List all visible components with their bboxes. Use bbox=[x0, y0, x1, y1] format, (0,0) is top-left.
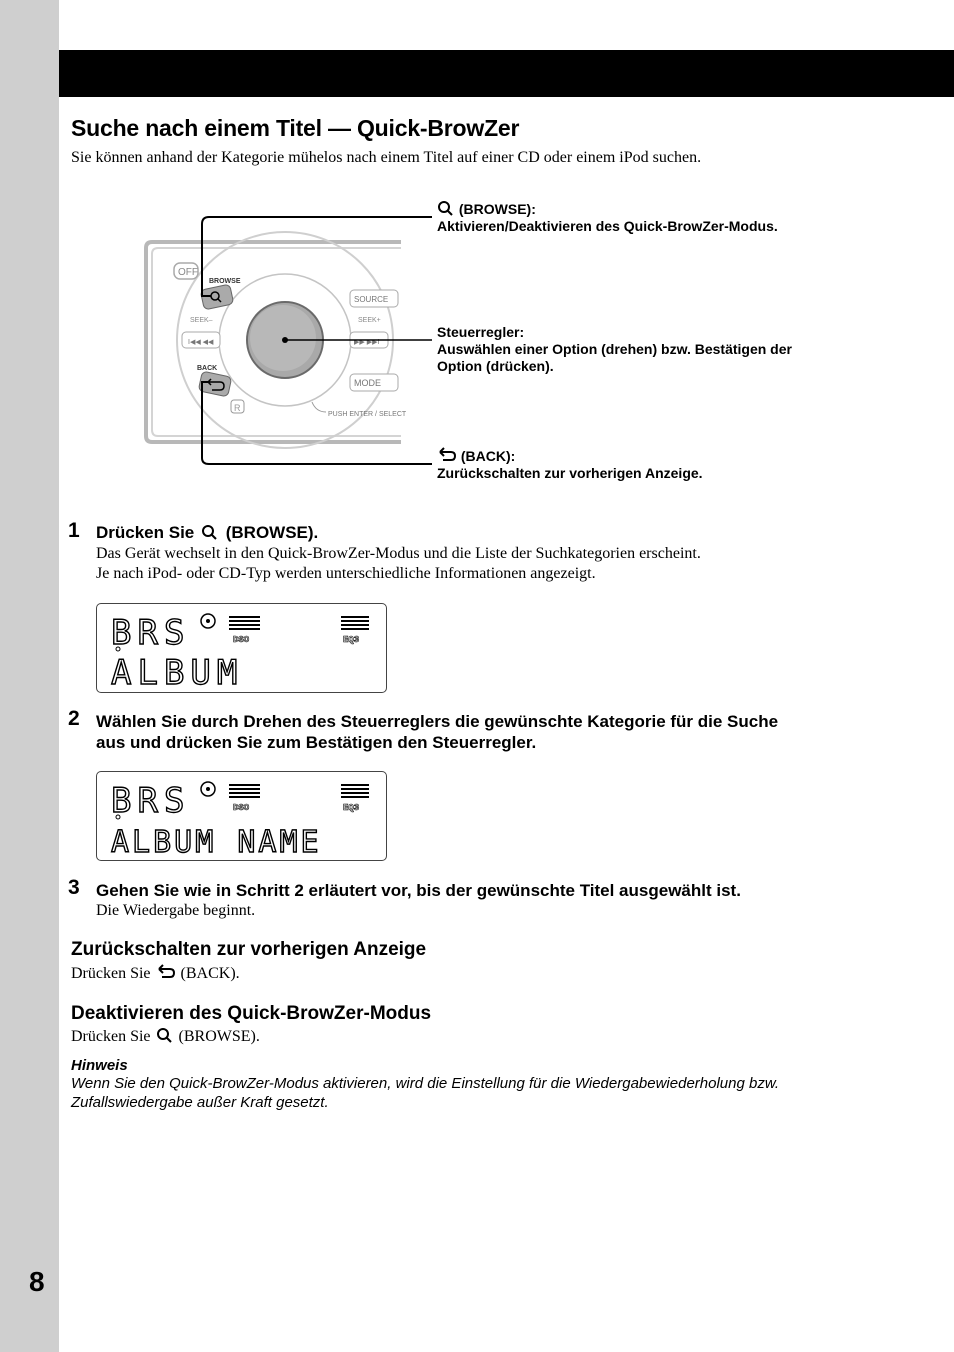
browse-label: BROWSE bbox=[209, 278, 241, 285]
step-1-head-suffix: (BROWSE). bbox=[225, 523, 319, 542]
back-label: BACK bbox=[197, 365, 218, 372]
note-title: Hinweis bbox=[71, 1057, 128, 1074]
back-icon bbox=[155, 964, 177, 980]
callout-dial-title: Steuerregler: bbox=[437, 324, 525, 340]
step-3-line-1: Die Wiedergabe beginnt. bbox=[96, 902, 256, 919]
back-leader-line bbox=[202, 382, 432, 464]
lcd-display-1 bbox=[96, 603, 387, 693]
page-number: 8 bbox=[29, 1266, 45, 1297]
note-line-1: Wenn Sie den Quick-BrowZer-Modus aktivieren, wird die Einstellung für die Wiedergabewiederholung bzw. bbox=[71, 1075, 780, 1092]
callout-back-desc: Zurückschalten zur vorherigen Anzeige. bbox=[437, 465, 703, 481]
step-3-number: 3 bbox=[68, 876, 80, 899]
mode-label: MODE bbox=[354, 378, 381, 388]
search-icon bbox=[437, 200, 455, 216]
lcd-2-dso: DSO bbox=[233, 803, 250, 813]
back-button bbox=[198, 371, 232, 397]
callout-dial-desc-2: Option (drücken). bbox=[437, 358, 554, 374]
step-1-line-1: Das Gerät wechselt in den Quick-BrowZer-Modus und die Liste der Suchkategorien erscheint. bbox=[96, 545, 701, 562]
step-1-number: 1 bbox=[68, 519, 80, 542]
r-badge-label: R bbox=[234, 403, 241, 413]
lcd-1-line-1: BRS bbox=[111, 613, 191, 653]
page-sidebar bbox=[0, 0, 59, 1352]
section-back-text bbox=[71, 964, 240, 984]
lcd-2-line-1: BRS bbox=[111, 781, 191, 821]
search-icon bbox=[199, 523, 221, 540]
intro-text: Sie können anhand der Kategorie mühelos nach einem Titel auf einer CD oder einem iPod suchen. bbox=[71, 149, 702, 166]
lcd-2-eq: EQ3 bbox=[343, 803, 360, 813]
step-3-head: Gehen Sie wie in Schritt 2 erläutert vor, bis der gewünschte Titel ausgewählt ist. bbox=[96, 881, 741, 900]
dso-bars-icon bbox=[229, 617, 260, 629]
page-title: Suche nach einem Titel — Quick-BrowZer bbox=[71, 115, 520, 141]
section-deactivate-text-suffix: (BROWSE). bbox=[178, 1028, 260, 1045]
lcd-1-line-2: ALBUM bbox=[111, 653, 244, 692]
callout-back bbox=[437, 447, 703, 482]
step-1-head-prefix: Drücken Sie bbox=[96, 523, 195, 542]
step-2-number: 2 bbox=[68, 707, 80, 730]
seek-plus-label: SEEK+ bbox=[358, 317, 381, 324]
push-enter-label: PUSH ENTER / SELECT bbox=[328, 411, 407, 418]
off-label: OFF bbox=[178, 267, 198, 278]
lcd-2-line-2: ALBUM NAME bbox=[111, 825, 322, 860]
section-deactivate-text-prefix: Drücken Sie bbox=[71, 1028, 151, 1045]
callout-browse-title: (BROWSE): bbox=[458, 201, 536, 217]
section-back-title: Zurückschalten zur vorherigen Anzeige bbox=[71, 939, 427, 960]
back-icon bbox=[437, 447, 457, 463]
section-deactivate-text bbox=[71, 1027, 260, 1047]
device-diagram bbox=[140, 190, 440, 470]
lcd-1-dso: DSO bbox=[233, 635, 250, 645]
lcd-display-2 bbox=[96, 771, 387, 861]
eq-bars-icon bbox=[341, 785, 369, 797]
search-icon bbox=[155, 1027, 175, 1043]
callout-dial bbox=[437, 324, 792, 375]
seek-minus-label: SEEK– bbox=[190, 317, 213, 324]
section-back-text-prefix: Drücken Sie bbox=[71, 965, 151, 982]
callout-dial-desc-1: Auswählen einer Option (drehen) bzw. Bestätigen der bbox=[437, 341, 792, 357]
prev-glyph: I◀◀ ◀◀ bbox=[188, 339, 214, 346]
callout-browse-desc: Aktivieren/Deaktivieren des Quick-BrowZer-Modus. bbox=[437, 218, 778, 234]
dso-bars-icon bbox=[229, 785, 260, 797]
callout-browse bbox=[437, 200, 778, 235]
next-glyph: ▶▶ ▶▶I bbox=[354, 339, 380, 346]
section-back-text-suffix: (BACK). bbox=[180, 965, 240, 982]
step-2-head-1: Wählen Sie durch Drehen des Steuerreglers die gewünschte Kategorie für die Suche bbox=[96, 712, 779, 731]
section-deactivate-title: Deaktivieren des Quick-BrowZer-Modus bbox=[71, 1003, 432, 1024]
step-1-line-2: Je nach iPod- oder CD-Typ werden unterschiedliche Informationen angezeigt. bbox=[96, 565, 596, 582]
step-2-head-2: aus und drücken Sie zum Bestätigen den Steuerregler. bbox=[96, 733, 537, 752]
step-1-head bbox=[96, 522, 318, 543]
note-line-2: Zufallswiedergabe außer Kraft gesetzt. bbox=[71, 1094, 329, 1111]
eq-bars-icon bbox=[341, 617, 369, 629]
header-bar bbox=[59, 50, 954, 97]
source-label: SOURCE bbox=[354, 295, 389, 304]
callout-back-title: (BACK): bbox=[460, 448, 516, 464]
lcd-1-eq: EQ3 bbox=[343, 635, 360, 645]
